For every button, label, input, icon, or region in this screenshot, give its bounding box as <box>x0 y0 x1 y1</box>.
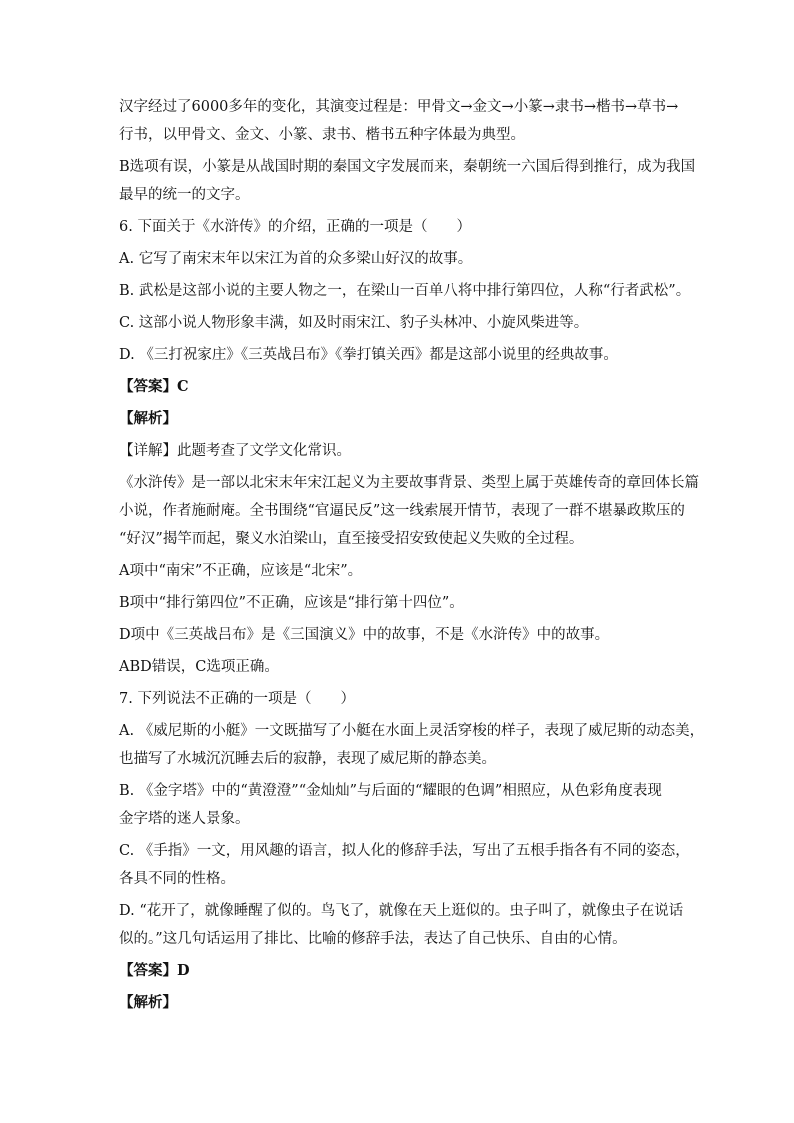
text-line: 6. 下面关于《水浒传》的介绍，正确的一项是（ ） <box>119 219 471 235</box>
text-line: A. 它写了南宋末年以宋江为首的众多梁山好汉的故事。 <box>119 251 473 267</box>
text-line: B. 武松是这部小说的主要人物之一，在梁山一百单八将中排行第四位，人称“行者武松”。 <box>119 283 691 299</box>
text-line: B项中“排行第四位”不正确，应该是“排行第十四位”。 <box>119 595 464 611</box>
text-line: D项中《三英战吕布》是《三国演义》中的故事，不是《水浒传》中的故事。 <box>119 627 610 643</box>
text-line: 【解析】 <box>119 410 177 427</box>
text-line: D. “花开了，就像睡醒了似的。鸟飞了，就像在天上逛似的。虫子叫了，就像虫子在说话 <box>119 903 684 919</box>
text-line: 【答案】D <box>119 962 190 979</box>
text-line: 汉字经过了6000多年的变化，其演变过程是：甲骨文→金文→小篆→隶书→楷书→草书→ <box>119 99 679 115</box>
text-line: ABD错误，C选项正确。 <box>119 659 279 675</box>
text-line: B. 《金字塔》中的“黄澄澄”“金灿灿”与后面的“耀眼的色调”相照应，从色彩角度表现 <box>119 783 662 799</box>
text-line: 最早的统一的文字。 <box>119 187 250 203</box>
text-line: D. 《三打祝家庄》《三英战吕布》《拳打镇关西》都是这部小说里的经典故事。 <box>119 347 618 363</box>
text-line: 【详解】此题考查了文学文化常识。 <box>119 443 351 459</box>
text-line: 【答案】C <box>119 378 189 395</box>
text-line: A项中“南宋”不正确，应该是“北宋”。 <box>119 563 363 579</box>
text-line: B选项有误，小篆是从战国时期的秦国文字发展而来，秦朝统一六国后得到推行，成为我国 <box>119 159 696 175</box>
text-line: “好汉”揭竿而起，聚义水泊梁山，直至接受招安致使起义失败的全过程。 <box>119 531 584 547</box>
text-line: 7. 下列说法不正确的一项是（ ） <box>119 691 355 707</box>
document-body <box>119 97 705 1013</box>
text-line: A. 《威尼斯的小艇》一文既描写了小艇在水面上灵活穿梭的样子，表现了威尼斯的动态美， <box>119 723 705 739</box>
text-line: 行书，以甲骨文、金文、小篆、隶书、楷书五种字体最为典型。 <box>119 127 525 143</box>
text-line: 《水浒传》是一部以北宋末年宋江起义为主要故事背景、类型上属于英雄传奇的章回体长篇 <box>119 475 699 491</box>
text-line: 金字塔的迷人景象。 <box>119 811 250 827</box>
text-line: 各具不同的性格。 <box>119 871 235 887</box>
text-line: C. 这部小说人物形象丰满，如及时雨宋江、豹子头林冲、小旋风柴进等。 <box>119 315 589 331</box>
text-line: C. 《手指》一文，用风趣的语言，拟人化的修辞手法，写出了五根手指各有不同的姿态， <box>119 843 690 859</box>
text-line: 似的。”这几句话运用了排比、比喻的修辞手法，表达了自己快乐、自由的心情。 <box>119 931 627 947</box>
text-line: 【解析】 <box>119 994 177 1011</box>
text-line: 也描写了水城沉沉睡去后的寂静，表现了威尼斯的静态美。 <box>119 751 496 767</box>
text-line: 小说，作者施耐庵。全书围绕“官逼民反”这一线索展开情节，表现了一群不堪暴政欺压的 <box>119 503 685 519</box>
